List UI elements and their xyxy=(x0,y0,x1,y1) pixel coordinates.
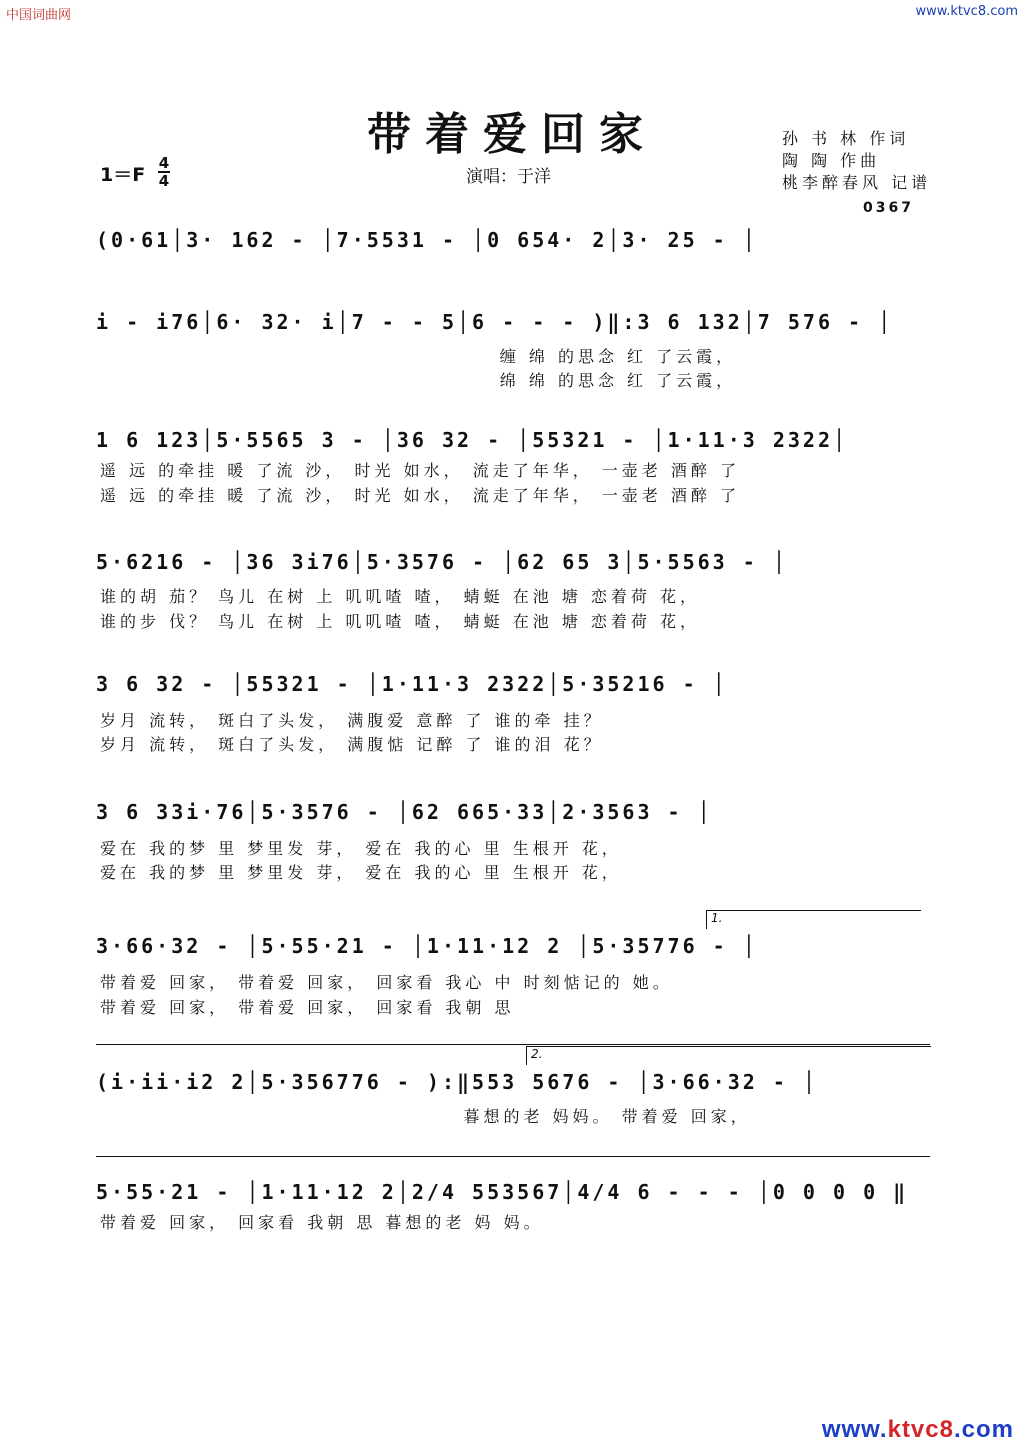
divider-line xyxy=(96,1156,930,1157)
lyric-verse-2: 绵 绵 的思念 红 了云霞， xyxy=(100,371,737,390)
song-title: 带着爱回家 xyxy=(367,109,657,160)
notation-row: (i·ii·i2 2│5·356776 - ):‖553 5676 - │3·66·32 - │ xyxy=(96,1070,818,1094)
lyric-verse-2: 岁月 流转， 斑白了头发， 满腹惦 记醉 了 谁的泪 花？ xyxy=(100,735,604,754)
pickup-notes: 0367 xyxy=(863,200,914,216)
credits xyxy=(782,128,931,194)
watermark-part: .com xyxy=(953,1416,1014,1443)
lyric-verse-1: 遥 远 的牵挂 暖 了流 沙， 时光 如水， 流走了年华， 一壶老 酒醉 了 xyxy=(100,461,740,480)
notation-row: (0·61│3· 162 - │7·5531 - │0 654· 2│3· 25 - │ xyxy=(96,228,758,252)
singer-credit: 演唱：于洋 xyxy=(466,167,551,187)
site-url-right[interactable]: www.ktvc8.com xyxy=(915,4,1018,19)
notation-row: 3 6 32 - │55321 - │1·11·3 2322│5·35216 - │ xyxy=(96,672,728,696)
notation-row: i - i76│6· 32· i│7 - - 5│6 - - - )‖:3 6 132│7 576 - │ xyxy=(96,310,894,334)
lyric-verse-2: 谁的步 伐？ 鸟儿 在树 上 叽叽喳 喳， 蜻蜓 在池 塘 恋着荷 花， xyxy=(100,612,700,631)
site-name-left[interactable]: 中国词曲网 xyxy=(6,8,72,23)
notation-row: 5·6216 - │36 3i76│5·3576 - │62 65 3│5·5563 - │ xyxy=(96,550,788,574)
lyric-verse-1: 带着爱 回家， 回家看 我朝 思 暮想的老 妈 妈。 xyxy=(100,1213,544,1232)
notation-row: 5·55·21 - │1·11·12 2│2/4 553567│4/4 6 - - - │0 0 0 0 ‖ xyxy=(96,1180,909,1204)
time-signature-bottom: 4 xyxy=(158,172,170,190)
lyric-verse-2: 带着爱 回家， 带着爱 回家， 回家看 我朝 思 xyxy=(100,998,515,1017)
lyric-verse-2: 爱在 我的梦 里 梦里发 芽， 爱在 我的心 里 生根开 花， xyxy=(100,863,622,882)
lyric-verse-1: 暮想的老 妈妈。 带着爱 回家， xyxy=(100,1107,751,1126)
watermark-logo xyxy=(822,1416,1014,1444)
second-ending-bracket: 2. xyxy=(526,1046,931,1065)
composer-credit: 陶 陶 作曲 xyxy=(782,151,881,170)
watermark-part: ktvc8 xyxy=(887,1416,954,1443)
lyric-verse-1: 爱在 我的梦 里 梦里发 芽， 爱在 我的心 里 生根开 花， xyxy=(100,839,622,858)
lyricist-credit: 孙 书 林 作词 xyxy=(782,129,910,148)
lyric-verse-1: 缠 绵 的思念 红 了云霞， xyxy=(100,347,737,366)
key-signature: 1＝F xyxy=(100,164,146,186)
lyric-verse-1: 岁月 流转， 斑白了头发， 满腹爱 意醉 了 谁的牵 挂？ xyxy=(100,711,604,730)
divider-line xyxy=(96,1044,930,1045)
watermark-part: www. xyxy=(821,1416,888,1443)
lyric-verse-2: 遥 远 的牵挂 暖 了流 沙， 时光 如水， 流走了年华， 一壶老 酒醉 了 xyxy=(100,486,740,505)
time-signature xyxy=(158,156,170,188)
lyric-verse-1: 带着爱 回家， 带着爱 回家， 回家看 我心 中 时刻惦记的 她。 xyxy=(100,973,673,992)
lyric-verse-1: 谁的胡 茄？ 鸟儿 在树 上 叽叽喳 喳， 蜻蜓 在池 塘 恋着荷 花， xyxy=(100,587,700,606)
first-ending-bracket: 1. xyxy=(706,910,921,929)
time-signature-top: 4 xyxy=(158,154,170,172)
notation-row: 3 6 33i·76│5·3576 - │62 665·33│2·3563 - │ xyxy=(96,800,713,824)
transcriber-credit: 桃李醉春风 记谱 xyxy=(782,173,932,192)
notation-row: 3·66·32 - │5·55·21 - │1·11·12 2 │5·35776 - │ xyxy=(96,934,758,958)
notation-row: 1 6 123│5·5565 3 - │36 32 - │55321 - │1·11·3 2322│ xyxy=(96,428,849,452)
